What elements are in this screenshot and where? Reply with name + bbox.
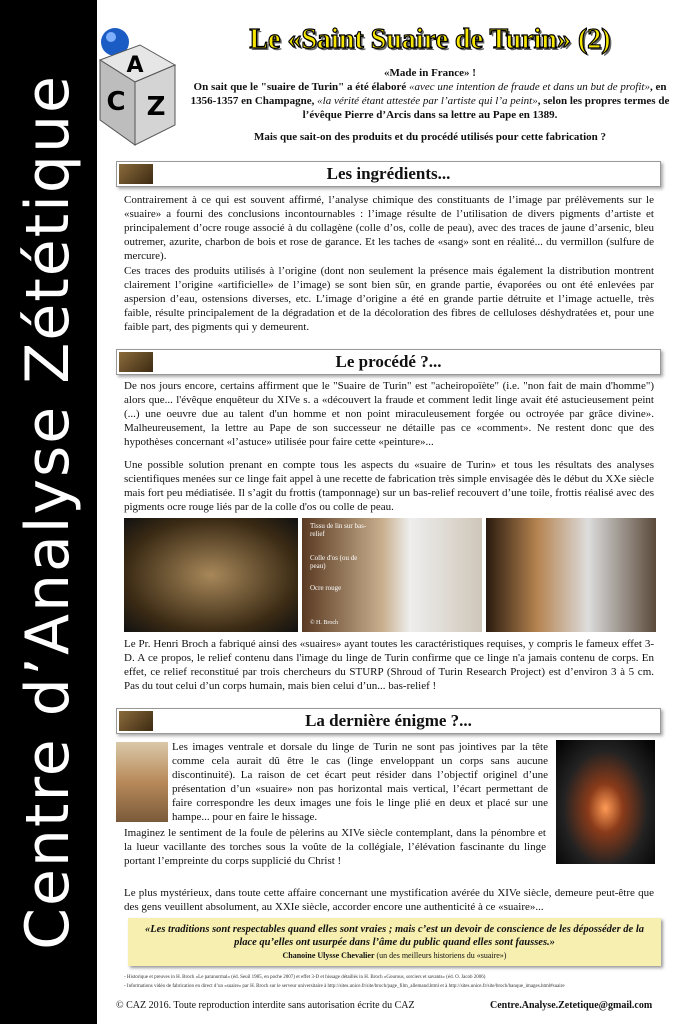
procede-paragraph-3: Le Pr. Henri Broch a fabriqué ainsi des «suaires» ayant toutes les caractéristiques requises, y compris le fameux effet 3-D. A ce propos, le relief contenu dans l'image du linge de Turin confirme que ce linge n'a jamais contenu de corps. En effet, ce relief reconstitué par trois chercheurs du STURP (Shroud of Turin Research Project) est d’environ 3 à 5 cm. Pas du tout celui d’un corps humain, mais bien celui d’un... bas-relief ! — [124, 638, 654, 692]
enigme-paragraph-1: Les images ventrale et dorsale du linge de Turin ne sont pas jointives par la tête comme cela aurait dû être le cas (linge enveloppant un corps sans aucune discontinuité). La raison de cet écart peut résider dans l’objectif originel d’une présentation d’un «suaire» non pas horizontal mais vertical, l’écart permettant de faire correspondre les deux images une fois le linge plié en deux et placé sur une hampe... pour en faire le hissage. — [172, 741, 548, 823]
caz-logo — [80, 20, 180, 150]
photo-label-colle: Colle d'os (ou de peau) — [310, 554, 358, 570]
logo-letter-a: A — [126, 53, 144, 78]
intro-p2-italic: «la vérité étant attestée par l’artiste qui l’a peint» — [317, 95, 538, 107]
intro-p1-italic: «avec une intention de fraude et dans un but de profit» — [406, 81, 650, 93]
quote-author-note: (un des meilleurs historiens du «suaire») — [376, 951, 507, 960]
sidebar-title: Centre d’Analyse Zététique — [13, 74, 83, 950]
medieval-medallion-image — [116, 742, 168, 822]
section-procede-title: Le procédé ?... — [335, 352, 442, 371]
enigme-paragraph-2: Imaginez le sentiment de la foule de pèlerins au XIVe siècle contemplant, dans la pénombre et la lueur vacillante des torches sous la voûte de la collégiale, l’élévation fascinante du linge portant l’empreinte du corps supplicié du Christ ! — [124, 827, 546, 867]
section-enigme-header — [116, 708, 661, 734]
page-title: Le «Saint Suaire de Turin» (2) — [249, 24, 611, 55]
photo-label-ocre: Ocre rouge — [310, 584, 342, 592]
intro-p3: , selon les propres termes de l’évêque Pierre d’Arcis dans sa lettre au Pape en 1389. — [302, 95, 670, 121]
bas-relief-materials-photo — [302, 518, 482, 632]
section-ingredients-title: Les ingrédients... — [326, 164, 451, 183]
section-enigme-title: La dernière énigme ?... — [305, 711, 472, 730]
intro — [190, 66, 670, 122]
section-ingredients-header — [116, 161, 661, 187]
section-procede-header — [116, 349, 661, 375]
intro-p2: , en 1356-1357 en Champagne, — [190, 81, 667, 107]
intro-p1: On sait que le "suaire de Turin" a été élaboré — [193, 81, 407, 93]
procede-paragraph-1: De nos jours encore, certains affirment que le "Suaire de Turin" est "acheiropoïète" (i.e. "non fait de main d'homme") alors que... l'évêque enquêteur du XIVe s. a «découvert la fraude et comment ledit linge avait été astucieusement peint (...) une oeuvre due au talent d'un homme et non point miraculeusement forgée ou octroyée par grâce divine». Malheureusement, la lettre au Pape de son successeur ne détaille pas ce «comment». Ne restent donc que des hypothèses concernant «l’astuce» utilisée pour faire cette «peinture»... — [124, 380, 654, 448]
intro-question: Mais que sait-on des produits et du procédé utilisés pour cette fabrication ? — [253, 131, 606, 143]
intro-made-in: «Made in France» ! — [384, 67, 476, 79]
ingredients-paragraph-1: Contrairement à ce qui est souvent affirmé, l’analyse chimique des constituants de l’image par prélèvements sur le «suaire» a fourni des conclusions incontournables : l’image résulte de l’utilisation de divers pigments d’artiste et principalement d’ocre rouge associé à du collagène (colle d’os, colle de peau), avec des traces de jaune d’arsenic, bleu outremer, azurite, charbon de bois et rose de garance. Et les taches de «sang» sont en réalité... du vermillon (sulfure de mercure). — [124, 194, 654, 262]
logo-letter-c: C — [106, 87, 126, 117]
procede-paragraph-2: Une possible solution prenant en compte tous les aspects du «suaire de Turin» et tous les résultats des analyses scientifiques menées sur ce linge fait appel à une recette de fabrication très simple envisagée dès le début du XXe siècle mais fort peu médiatisée. Il s’agit du frottis (tamponnage) sur un bas-relief recouvert d’une toile, frottis réalisé avec des pigments ocre rouge liés par de la colle d'os ou colle de peau. — [124, 459, 654, 513]
enigme-paragraph-3: Le plus mystérieux, dans toute cette affaire concernant une mystification avérée du XIVe siècle, demeure peut-être que des gens veuillent absolument, au XXIe siècle, accorder encore une authenticité à ce «suaire»... — [124, 887, 654, 913]
quote-box — [128, 918, 661, 966]
quote-author: Chanoine Ulysse Chevalier — [282, 951, 375, 960]
photo-label-tissu: Tissu de lin sur bas-relief — [310, 522, 367, 538]
photo-label-credit: © H. Broch — [310, 620, 339, 626]
footnote-1: - Historique et preuves in H. Broch «Le paranormal» (éd. Seuil 1985, en poche 2007) et effet 3-D et hissage détaillés in H. Broch «Gourous, sorciers et savants» (éd. O. Jacob 2006) — [124, 975, 486, 980]
footnote-2: - Informations vidéo de fabrication en direct d’un «suaire» par H. Broch sur le serveur universitaire à http://sites.unice.fr/site/broch/page_film_allemand.html et à http://sites.unice.fr/site/broch/banque_images.html#suaire — [124, 984, 565, 989]
logo-letter-z: Z — [146, 92, 166, 122]
copyright: © CAZ 2016. Toute reproduction interdite sans autorisation écrite du CAZ — [116, 1000, 415, 1011]
quote-text: «Les traditions sont respectables quand elles sont vraies ; mais c’est un devoir de conscience de les déposséder de la place qu’elles ont usurpée dans l’âme du public quand elles sont fausses.» — [145, 924, 644, 948]
shroud-face-photo — [124, 518, 298, 632]
sidebar — [0, 0, 97, 1024]
cathedral-shroud-image — [556, 740, 655, 864]
contact-email[interactable]: Centre.Analyse.Zetetique@gmail.com — [490, 1000, 653, 1011]
relief-and-print-photo — [486, 518, 656, 632]
ingredients-paragraph-2: Ces traces des produits utilisés à l’origine (dont non seulement la présence mais également la distribution montrent clairement l’origine «artificielle» de l’image) se sont bien sûr, en grande partie, évaporées ou ont été enlevées par aspersion d’eau, ostensions diverses, etc. L’image d’origine a été en grande partie détruite et l’image actuelle, très faible, résulte principalement de la dégradation et de la décoloration des fibres de celluloses déshydratées et, pour une faible part, des pigments qui y demeurent. — [124, 265, 654, 333]
